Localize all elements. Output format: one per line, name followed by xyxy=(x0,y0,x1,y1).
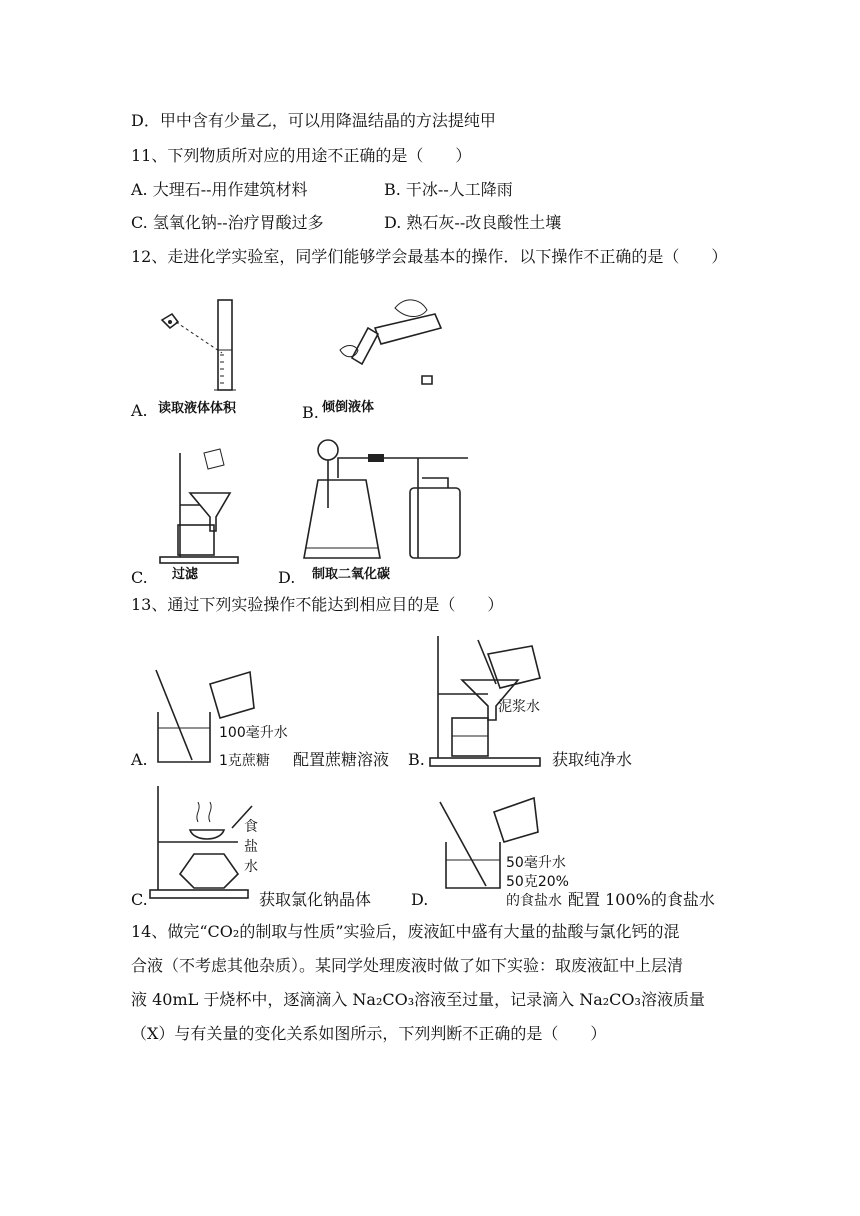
q14-line-2: 合液（不考虑其他杂质）。某同学处理废液时做了如下实验：取废液缸中上层清 xyxy=(131,956,684,975)
q13-label-b: B. xyxy=(408,750,425,769)
q14-line-3: 液 40mL 于烧杯中，逐滴滴入 Na₂CO₃溶液至过量，记录滴入 Na₂CO₃溶液质量 xyxy=(131,990,705,1009)
q13-d-water: 50毫升水 xyxy=(506,855,566,871)
q13-a-sugar: 1克蔗糖 xyxy=(219,753,270,769)
q11-option-c: C. 氢氧化钠--治疗胃酸过多 xyxy=(131,213,324,232)
q13-d-mass: 50克20% xyxy=(506,874,569,890)
q14-line-1: 14、做完“CO₂的制取与性质”实验后，废液缸中盛有大量的盐酸与氯化钙的混 xyxy=(131,922,680,941)
q11-option-d: D. 熟石灰--改良酸性土壤 xyxy=(384,213,562,232)
q13-label-d: D. xyxy=(411,890,429,909)
q13-b-muddy-water: 泥浆水 xyxy=(498,699,540,715)
q13-stem: 13、通过下列实验操作不能达到相应目的是（ ） xyxy=(131,595,504,614)
q12-label-d: D. xyxy=(278,568,296,587)
q11-option-a: A. 大理石--用作建筑材料 xyxy=(131,180,308,199)
evaporation-figure xyxy=(150,782,250,900)
q13-d-salt-water: 的食盐水 xyxy=(506,893,562,909)
q12-caption-b: 倾倒液体 xyxy=(322,400,375,415)
q12-label-c: C. xyxy=(131,568,148,587)
q11-option-b: B. 干冰--人工降雨 xyxy=(384,180,513,199)
q13-c-salt-2: 盐 xyxy=(244,839,258,855)
q12-label-a: A. xyxy=(131,401,148,420)
q12-caption-d: 制取二氧化碳 xyxy=(312,567,391,582)
q12-caption-a: 读取液体体积 xyxy=(158,401,237,416)
q11-stem: 11、下列物质所对应的用途不正确的是（ ） xyxy=(131,146,472,165)
q13-d-text: 配置 100%的食盐水 xyxy=(568,890,715,909)
q13-c-salt-3: 水 xyxy=(244,859,258,875)
q12-stem: 12、走进化学实验室，同学们能够学会最基本的操作．以下操作不正确的是（ ） xyxy=(131,247,728,266)
q13-label-a: A. xyxy=(131,750,148,769)
q13-label-c: C. xyxy=(131,890,148,909)
q13-b-text: 获取纯净水 xyxy=(552,750,633,769)
q13-c-salt-1: 食 xyxy=(244,819,258,835)
filtration-figure xyxy=(160,445,240,565)
co2-generation-figure xyxy=(300,438,470,568)
muddy-water-filtration-figure xyxy=(430,630,560,770)
q12-caption-c: 过滤 xyxy=(172,567,199,582)
q13-c-text: 获取氯化钠晶体 xyxy=(259,890,372,909)
q12-label-b: B. xyxy=(302,403,319,422)
q14-line-4: （X）与有关量的变化关系如图所示，下列判断不正确的是（ ） xyxy=(131,1024,607,1043)
q13-a-text: 配置蔗糖溶液 xyxy=(293,750,390,769)
q10-option-d: D．甲中含有少量乙，可以用降温结晶的方法提纯甲 xyxy=(131,111,496,130)
q13-a-water: 100毫升水 xyxy=(219,725,288,741)
pouring-liquid-figure xyxy=(330,288,450,398)
graduated-cylinder-reading-figure xyxy=(150,290,260,405)
